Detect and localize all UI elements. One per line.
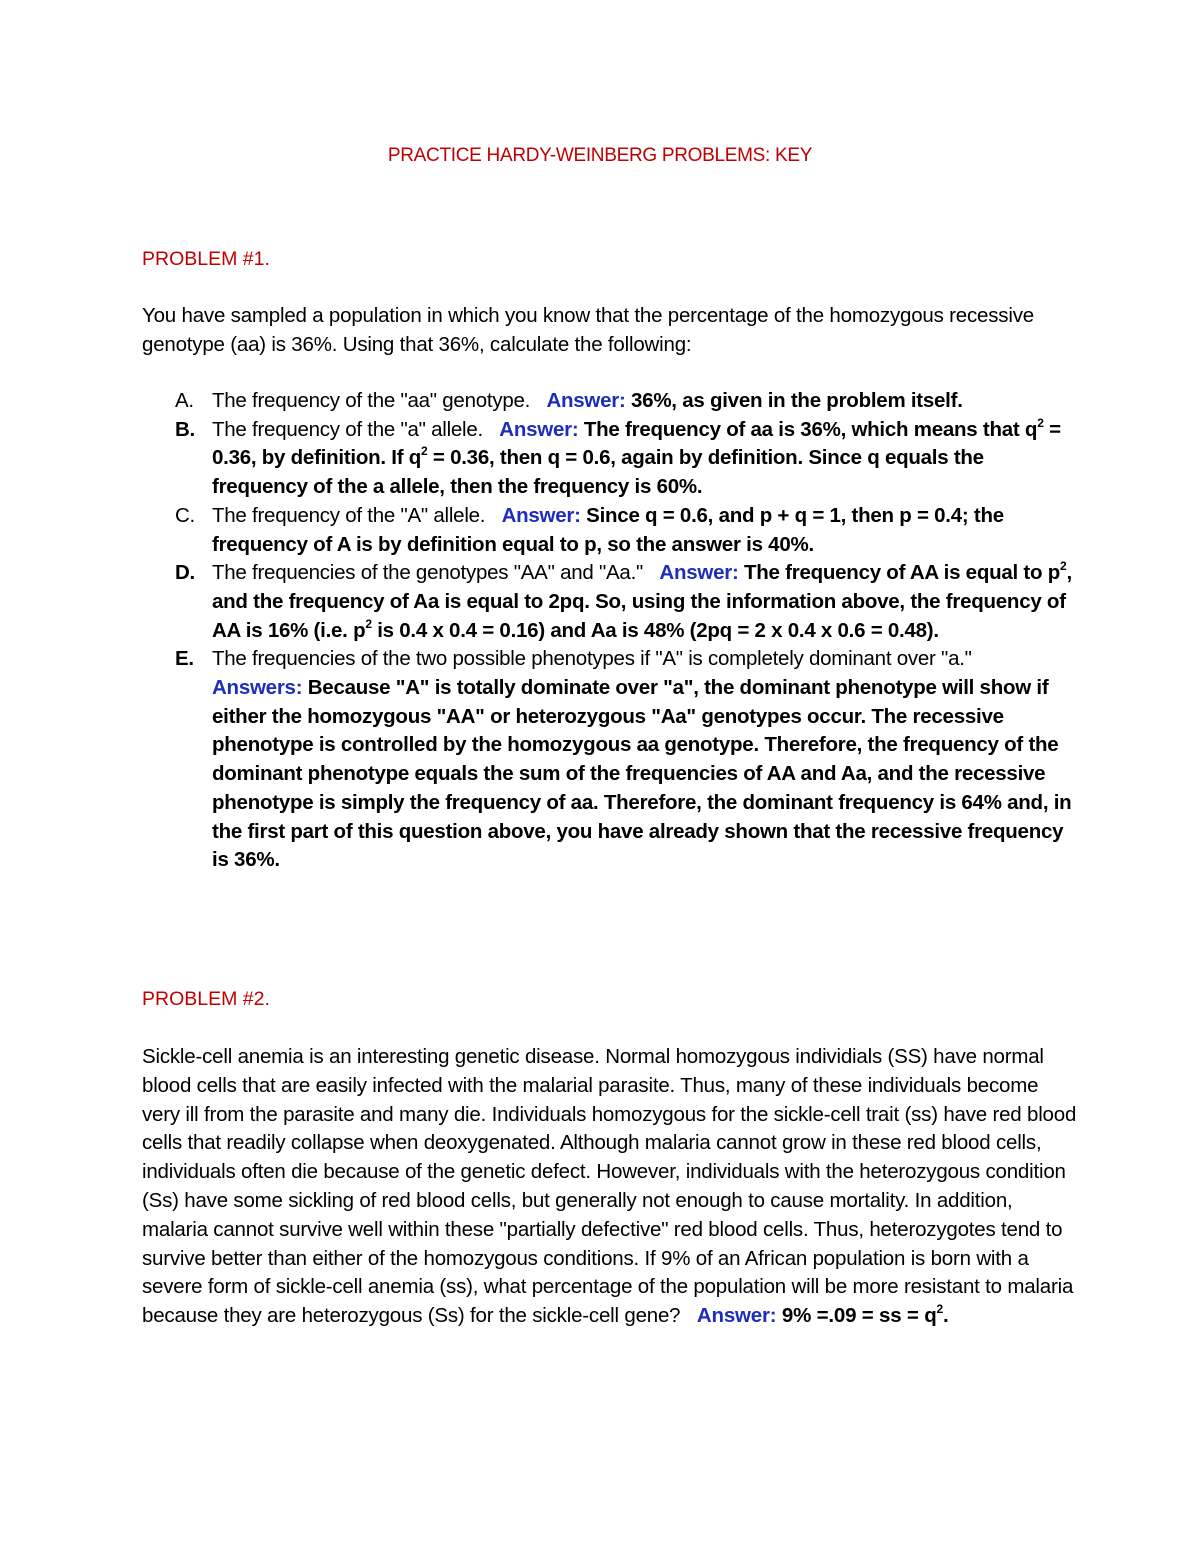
- list-marker: A.: [175, 389, 194, 412]
- question-text: The frequency of the "A" allele.: [212, 503, 486, 527]
- answer-text: The frequency of aa is 36%, which means that $q^2 = 0.36$, by definition. If $q^2 = 0.36$, then q = 0.6, again by definition. Since q equals the frequency of the a allele, then the frequency is 60%.: [212, 415, 1061, 499]
- question-text: The frequency of the "aa" genotype.: [212, 389, 531, 412]
- problem-1-intro: You have sampled a population in which you know that the percentage of the homozygous recessive genotype (aa) is 36%. Using that 36%, calculate the following:: [142, 304, 1034, 356]
- question-text: The frequencies of the two possible phenotypes if "A" is completely dominant over "a.": [212, 647, 972, 671]
- problem-1-list: [142, 387, 1072, 875]
- answer-text: 36%, as given in the problem itself.: [631, 389, 963, 412]
- answer-label: Answers:: [212, 676, 303, 700]
- answer-text: Because "A" is totally dominate over "a", the dominant phenotype will show if either the homozygous "AA" or heterozygous "Aa" genotypes occur. The recessive phenotype is controlled by the homozygous aa genotype. Therefore, the frequency of the dominant phenotype equals the sum of the frequencies of AA and Aa, and the recessive phenotype is simply the frequency of aa. Therefore, the dominant frequency is 64% and, in the first part of this question above, you have already shown that the recessive frequency is 36%.: [212, 676, 1072, 872]
- answer-text: The frequency of AA is equal to $p^2$, and the frequency of Aa is equal to 2pq. So, using the information above, the frequency of AA is 16% (i.e. $p^2$ is 0.4 x 0.4 = 0.16) and Aa is 48% (2pq = 2 x 0.4 x 0.6 = 0.48).: [212, 559, 1072, 642]
- list-item: [142, 502, 1072, 559]
- question-text: The frequencies of the genotypes "AA" and "Aa.": [212, 561, 644, 585]
- list-item: [142, 416, 1072, 502]
- problem-2-text: [142, 1043, 1077, 1331]
- list-marker: B.: [175, 417, 195, 441]
- answer-label: Answer:: [501, 503, 581, 527]
- list-marker: C.: [175, 503, 195, 527]
- answer-label: Answer:: [696, 1304, 777, 1328]
- problem-2-body: Sickle-cell anemia is an interesting genetic disease. Normal homozygous individials (SS) have normal blood cells that are easily infected with the malarial parasite. Thus, many of these individuals become very ill from the parasite and many die. Individuals homozygous for the sickle-cell trait (ss) have red blood cells that readily collapse when deoxygenated. Although malaria cannot grow in these red blood cells, individuals often die because of the genetic defect. However, individuals with the heterozygous condition (Ss) have some sickling of red blood cells, but generally not enough to cause mortality. In addition, malaria cannot survive well within these "partially defective" red blood cells. Thus, heterozygotes tend to survive better than either of the homozygous conditions. If 9% of an African population is born with a severe form of sickle-cell anemia (ss), what percentage of the population will be more resistant to malaria because they are heterozygous (Ss) for the sickle-cell gene?: [142, 1045, 1077, 1328]
- answer-label: Answer:: [499, 417, 579, 441]
- answer-label: Answer:: [659, 561, 739, 585]
- question-text: The frequency of the "a" allele.: [212, 417, 483, 441]
- list-item: [142, 387, 1072, 416]
- problem-1-heading: PROBLEM #1.: [142, 248, 270, 270]
- problem-2-heading: PROBLEM #2.: [142, 988, 270, 1010]
- list-item: [142, 645, 1072, 875]
- answer-text: 9% =.09 = ss = $q^2$.: [781, 1302, 949, 1328]
- page-title: PRACTICE HARDY-WEINBERG PROBLEMS: KEY: [387, 145, 813, 166]
- list-marker: E.: [175, 647, 194, 671]
- answer-text: Since q = 0.6, and p + q = 1, then p = 0.4; the frequency of A is by definition equal to p, so the answer is 40%.: [212, 503, 1004, 556]
- list-item: [142, 559, 1072, 645]
- answer-label: Answer:: [546, 389, 626, 412]
- list-marker: D.: [175, 561, 195, 585]
